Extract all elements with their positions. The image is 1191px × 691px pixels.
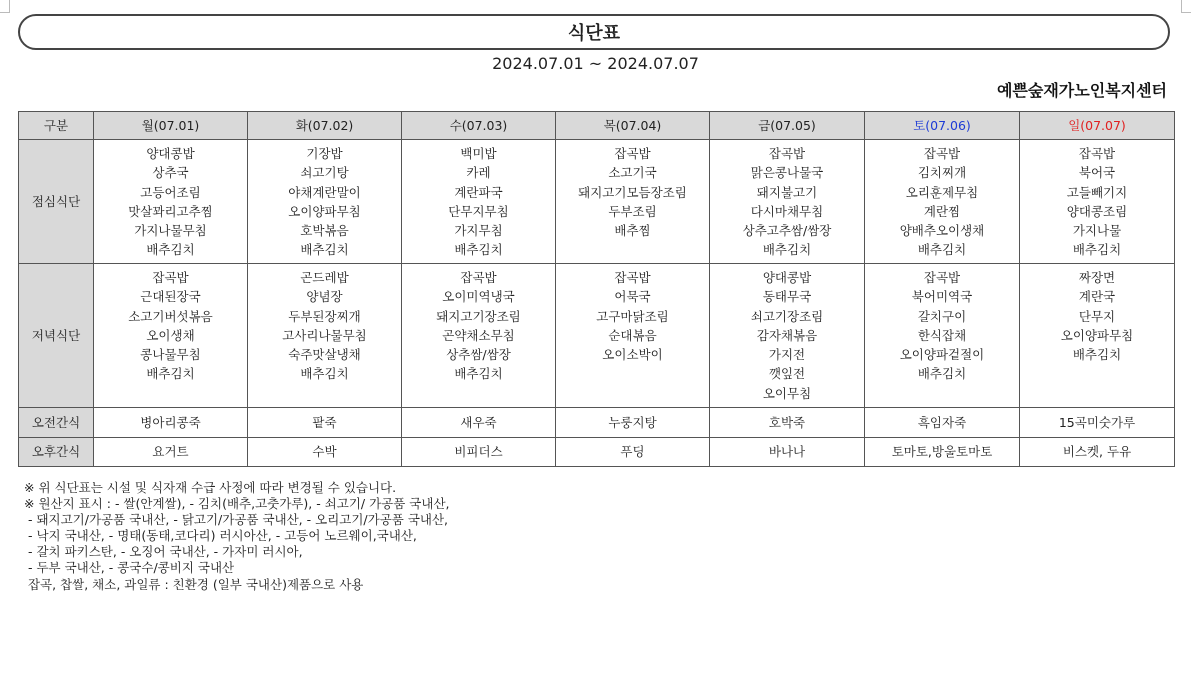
day-header-thu: 목(07.04) (556, 112, 710, 140)
menu-cell (248, 264, 402, 408)
menu-item: 배추김치 (300, 242, 349, 258)
menu-item: 상추국 (152, 165, 189, 181)
menu-item: 바나나 (768, 444, 806, 460)
menu-cell (865, 140, 1020, 264)
menu-cell (556, 408, 710, 438)
menu-item: 배추찜 (614, 223, 651, 239)
menu-item: 곤약채소무침 (442, 327, 515, 343)
menu-item: 근대된장국 (140, 289, 201, 305)
menu-item: 고사리나물무침 (282, 327, 367, 343)
menu-item: 상추고추쌈/쌈장 (742, 223, 832, 239)
menu-item: 양대콩밥 (146, 146, 195, 161)
menu-cell (1020, 408, 1175, 438)
menu-cell (710, 438, 865, 467)
menu-item: 두부조림 (608, 203, 657, 219)
date-range: 2024.07.01 ~ 2024.07.07 (492, 54, 699, 73)
menu-cell (865, 264, 1020, 408)
menu-item: 요거트 (152, 444, 189, 460)
menu-item: 소고기버섯볶음 (128, 308, 213, 324)
menu-cell (402, 408, 556, 438)
title-banner (18, 14, 1170, 50)
menu-item: 잡곡밥 (768, 146, 806, 161)
menu-item: 가지나물 (1072, 223, 1122, 239)
menu-item: 곤드레밥 (300, 270, 349, 285)
menu-item: 누룽지탕 (608, 414, 657, 430)
menu-cell (710, 264, 865, 408)
menu-cell (94, 140, 248, 264)
day-header-tue: 화(07.02) (248, 112, 402, 140)
menu-item: 소고기국 (608, 165, 657, 181)
menu-cell (710, 140, 865, 264)
meal-row-lunch (19, 140, 1175, 264)
menu-item: 오이소박이 (602, 347, 663, 363)
header-row (19, 112, 1175, 140)
row-label: 저녁식단 (19, 264, 94, 408)
menu-item: 새우죽 (460, 414, 497, 430)
menu-item: 비스켓, 두유 (1062, 444, 1132, 460)
menu-item: 15곡미숫가루 (1058, 414, 1136, 430)
menu-item: 다시마채무침 (750, 203, 824, 219)
menu-item: 배추김치 (300, 366, 349, 382)
menu-item: 배추김치 (917, 242, 967, 258)
menu-item: 계란찜 (923, 203, 961, 219)
menu-item: 단무지무침 (448, 203, 509, 219)
menu-item: 잡곡밥 (614, 146, 651, 161)
menu-item: 고들빼기지 (1066, 184, 1128, 200)
menu-item: 맛살꽈리고추찜 (128, 203, 213, 219)
menu-cell (1020, 264, 1175, 408)
row-label: 오전간식 (19, 408, 94, 438)
day-header-wed: 수(07.03) (402, 112, 556, 140)
menu-item: 순대볶음 (608, 327, 657, 343)
menu-item: 호박죽 (768, 414, 806, 430)
menu-item: 가지나물무침 (134, 223, 207, 239)
menu-cell (710, 408, 865, 438)
menu-item: 맑은콩나물국 (750, 165, 824, 181)
menu-item: 계란국 (1078, 289, 1116, 305)
menu-item: 김치찌개 (917, 165, 967, 181)
menu-cell (865, 438, 1020, 467)
menu-item: 쇠고기탕 (300, 165, 349, 181)
menu-cell (248, 140, 402, 264)
menu-item: 수박 (312, 444, 337, 460)
menu-cell (865, 408, 1020, 438)
menu-item: 카레 (466, 165, 491, 181)
notes-section (24, 480, 450, 593)
page-corner-right (1181, 0, 1191, 13)
menu-cell (94, 408, 248, 438)
page-title: 식단표 (567, 23, 621, 44)
menu-item: 오리훈제무침 (905, 184, 979, 200)
page-corner-left (0, 0, 10, 13)
menu-cell (402, 140, 556, 264)
menu-item: 돼지불고기 (756, 184, 818, 200)
menu-item: 두부된장찌개 (288, 308, 361, 324)
note-line: ※ 위 식단표는 시설 및 식자재 수급 사정에 따라 변경될 수 있습니다. (24, 480, 397, 495)
menu-item: 호박볶음 (300, 223, 349, 239)
menu-item: 팥죽 (312, 414, 337, 430)
menu-item: 흑임자죽 (917, 414, 967, 430)
menu-item: 단무지 (1078, 308, 1116, 324)
menu-item: 양대콩조림 (1066, 203, 1128, 219)
menu-item: 배추김치 (917, 366, 967, 382)
day-header-fri: 금(07.05) (710, 112, 865, 140)
menu-item: 배추김치 (1072, 347, 1122, 363)
menu-item: 배추김치 (454, 366, 503, 382)
menu-item: 야채계란말이 (288, 184, 361, 200)
corner-header: 구분 (19, 112, 94, 140)
row-label: 오후간식 (19, 438, 94, 467)
note-line: - 돼지고기/가공품 국내산, - 닭고기/가공품 국내산, - 오리고기/가공품 국내산, (24, 512, 449, 528)
menu-item: 북어미역국 (911, 289, 973, 305)
menu-item: 오이생채 (146, 327, 195, 343)
menu-item: 토마토,방울토마토 (891, 444, 993, 460)
menu-item: 기장밥 (306, 146, 343, 161)
menu-item: 오이양파무침 (288, 203, 361, 219)
menu-item: 동태무국 (762, 289, 812, 305)
meal-row-afternoon-snack (19, 438, 1175, 467)
menu-item: 배추김치 (1072, 242, 1122, 258)
menu-item: 병아리콩죽 (140, 414, 201, 430)
menu-cell (556, 438, 710, 467)
menu-item: 잡곡밥 (614, 270, 651, 285)
meal-row-morning-snack (19, 408, 1175, 438)
menu-item: 잡곡밥 (152, 270, 189, 285)
menu-item: 오이무침 (762, 385, 812, 401)
menu-item: 백미밥 (460, 146, 497, 161)
menu-item: 잡곡밥 (460, 270, 497, 285)
menu-item: 콩나물무침 (140, 347, 201, 363)
menu-item: 오이양파무침 (1060, 327, 1134, 343)
menu-cell (556, 140, 710, 264)
menu-item: 가지전 (768, 347, 806, 363)
menu-item: 가지무침 (454, 223, 503, 239)
menu-item: 비피더스 (454, 444, 503, 460)
menu-cell (402, 438, 556, 467)
menu-item: 잡곡밥 (1078, 146, 1116, 161)
menu-item: 배추김치 (762, 242, 812, 258)
menu-cell (248, 438, 402, 467)
menu-cell (1020, 438, 1175, 467)
day-header-sat: 토(07.06) (865, 112, 1020, 140)
menu-item: 숙주맛살냉채 (288, 347, 361, 363)
row-label: 점심식단 (19, 140, 94, 264)
menu-item: 푸딩 (620, 444, 645, 460)
menu-item: 한식잡채 (917, 327, 967, 343)
menu-item: 어묵국 (614, 289, 651, 305)
menu-item: 고구마닭조림 (596, 308, 669, 324)
menu-item: 잡곡밥 (923, 146, 961, 161)
menu-item: 짜장면 (1078, 270, 1116, 285)
menu-cell (1020, 140, 1175, 264)
day-header-mon: 월(07.01) (94, 112, 248, 140)
menu-cell (248, 408, 402, 438)
note-line: - 두부 국내산, - 콩국수/콩비지 국내산 (24, 560, 235, 576)
menu-cell (94, 264, 248, 408)
menu-cell (402, 264, 556, 408)
menu-item: 양배추오이생채 (899, 223, 985, 239)
meal-plan-table (18, 111, 1175, 467)
menu-item: 배추김치 (146, 242, 195, 258)
menu-item: 돼지고기모듬장조림 (578, 184, 687, 200)
menu-item: 상추쌈/쌈장 (446, 347, 511, 363)
day-header-sun: 일(07.07) (1020, 112, 1175, 140)
note-line: 잡곡, 찹쌀, 채소, 과일류 : 친환경 (일부 국내산)제품으로 사용 (24, 576, 364, 592)
menu-item: 오이미역냉국 (442, 289, 515, 305)
menu-item: 배추김치 (146, 366, 195, 382)
menu-item: 양념장 (306, 289, 343, 305)
menu-item: 쇠고기장조림 (750, 308, 824, 324)
menu-cell (556, 264, 710, 408)
menu-item: 오이양파겉절이 (899, 347, 985, 363)
meal-row-dinner (19, 264, 1175, 408)
menu-item: 감자채볶음 (756, 327, 818, 343)
menu-cell (94, 438, 248, 467)
menu-item: 고등어조림 (140, 184, 201, 200)
menu-item: 계란파국 (454, 184, 503, 200)
menu-item: 깻잎전 (768, 366, 806, 382)
menu-item: 잡곡밥 (923, 270, 961, 285)
center-name: 예쁜숲재가노인복지센터 (996, 81, 1167, 100)
menu-item: 갈치구이 (917, 308, 967, 324)
menu-item: 돼지고기장조림 (436, 308, 521, 324)
menu-item: 북어국 (1078, 165, 1116, 181)
note-line: - 낙지 국내산, - 명태(동태,코다리) 러시아산, - 고등어 노르웨이,국내산, (24, 528, 417, 544)
menu-item: 양대콩밥 (762, 270, 812, 285)
note-line: - 갈치 파키스탄, - 오징어 국내산, - 가자미 러시아, (24, 544, 303, 560)
note-line: ※ 원산지 표시 : - 쌀(안계쌀), - 김치(배추,고춧가루), - 쇠고기/ 가공품 국내산, (24, 496, 450, 512)
menu-item: 배추김치 (454, 242, 503, 258)
